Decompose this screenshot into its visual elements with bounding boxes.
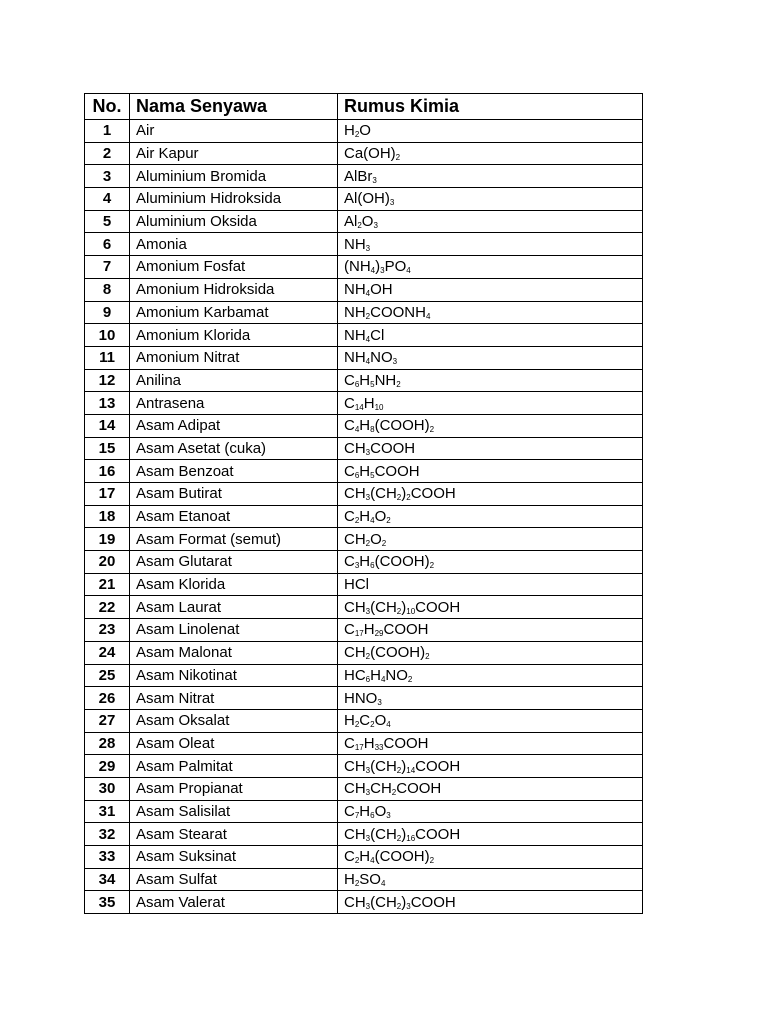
row-number: 6 bbox=[85, 233, 130, 256]
chemical-formula: $CH_3(CH_2)_{10}COOH$ bbox=[338, 596, 643, 619]
compound-name: Asam Glutarat bbox=[130, 551, 338, 574]
row-number: 2 bbox=[85, 142, 130, 165]
table-row bbox=[85, 573, 643, 596]
compound-name: Asam Nitrat bbox=[130, 687, 338, 710]
row-number: 33 bbox=[85, 846, 130, 869]
chemical-formula: $H_2SO_4$ bbox=[338, 868, 643, 891]
chemical-formula: $C_2H_4O_2$ bbox=[338, 505, 643, 528]
table-row bbox=[85, 301, 643, 324]
chemical-formula: $H_2O$ bbox=[338, 120, 643, 143]
compound-name: Asam Benzoat bbox=[130, 460, 338, 483]
row-number: 28 bbox=[85, 732, 130, 755]
row-number: 17 bbox=[85, 483, 130, 506]
chemical-formula: $NH_2COONH_4$ bbox=[338, 301, 643, 324]
chemical-formula: $Al_2O_3$ bbox=[338, 210, 643, 233]
table-row bbox=[85, 687, 643, 710]
row-number: 34 bbox=[85, 868, 130, 891]
table-row bbox=[85, 256, 643, 279]
chemical-formula: $CH_3(CH_2)_2COOH$ bbox=[338, 483, 643, 506]
compound-name: Aluminium Bromida bbox=[130, 165, 338, 188]
chemical-formula: $CH_3CH_2COOH$ bbox=[338, 777, 643, 800]
row-number: 21 bbox=[85, 573, 130, 596]
chemical-formula: $CH_3(CH_2)_3COOH$ bbox=[338, 891, 643, 914]
chemical-formula: $C_4H_8(COOH)_2$ bbox=[338, 414, 643, 437]
row-number: 26 bbox=[85, 687, 130, 710]
compound-name: Asam Etanoat bbox=[130, 505, 338, 528]
compound-name: Asam Salisilat bbox=[130, 800, 338, 823]
chemical-formula: $CH_3(CH_2)_{16}COOH$ bbox=[338, 823, 643, 846]
table-row bbox=[85, 732, 643, 755]
compound-name: Asam Format (semut) bbox=[130, 528, 338, 551]
compound-name: Amonium Klorida bbox=[130, 324, 338, 347]
row-number: 31 bbox=[85, 800, 130, 823]
header-formula: Rumus Kimia bbox=[338, 94, 643, 120]
table-row bbox=[85, 709, 643, 732]
compound-name: Asam Stearat bbox=[130, 823, 338, 846]
chemical-formula: $CH_2(COOH)_2$ bbox=[338, 641, 643, 664]
compound-name: Asam Linolenat bbox=[130, 619, 338, 642]
chemical-formula: $Ca(OH)_2$ bbox=[338, 142, 643, 165]
compound-name: Asam Valerat bbox=[130, 891, 338, 914]
compound-name: Asam Asetat (cuka) bbox=[130, 437, 338, 460]
table-row bbox=[85, 755, 643, 778]
header-no: No. bbox=[85, 94, 130, 120]
compound-name: Amonium Fosfat bbox=[130, 256, 338, 279]
table-row bbox=[85, 664, 643, 687]
chemical-formula: $H_2C_2O_4$ bbox=[338, 709, 643, 732]
chemical-formula: $C_2H_4(COOH)_2$ bbox=[338, 846, 643, 869]
compound-name: Asam Oleat bbox=[130, 732, 338, 755]
chemical-formula: $CH_3(CH_2)_{14}COOH$ bbox=[338, 755, 643, 778]
row-number: 9 bbox=[85, 301, 130, 324]
compound-name: Amonium Nitrat bbox=[130, 346, 338, 369]
chemical-formula: AlBr$_3$ bbox=[338, 165, 643, 188]
row-number: 20 bbox=[85, 551, 130, 574]
chemical-formula: $(NH_4)_3PO_4$ bbox=[338, 256, 643, 279]
compound-name: Amonia bbox=[130, 233, 338, 256]
row-number: 27 bbox=[85, 709, 130, 732]
compound-name: Anilina bbox=[130, 369, 338, 392]
row-number: 19 bbox=[85, 528, 130, 551]
compound-name: Asam Oksalat bbox=[130, 709, 338, 732]
table-row bbox=[85, 777, 643, 800]
chemical-formula: $CH_3COOH$ bbox=[338, 437, 643, 460]
compound-name: Amonium Karbamat bbox=[130, 301, 338, 324]
table-row bbox=[85, 596, 643, 619]
row-number: 11 bbox=[85, 346, 130, 369]
table-row bbox=[85, 641, 643, 664]
compound-name: Asam Palmitat bbox=[130, 755, 338, 778]
row-number: 15 bbox=[85, 437, 130, 460]
compound-name: Asam Nikotinat bbox=[130, 664, 338, 687]
row-number: 16 bbox=[85, 460, 130, 483]
table-row bbox=[85, 505, 643, 528]
chemical-formula: $C_6H_5COOH$ bbox=[338, 460, 643, 483]
row-number: 35 bbox=[85, 891, 130, 914]
table-row bbox=[85, 210, 643, 233]
row-number: 5 bbox=[85, 210, 130, 233]
compound-table bbox=[84, 93, 643, 914]
compound-name: Asam Propianat bbox=[130, 777, 338, 800]
row-number: 8 bbox=[85, 278, 130, 301]
table-row bbox=[85, 278, 643, 301]
row-number: 1 bbox=[85, 120, 130, 143]
chemical-formula: $NH_4OH$ bbox=[338, 278, 643, 301]
row-number: 14 bbox=[85, 414, 130, 437]
table-row bbox=[85, 846, 643, 869]
chemical-formula: $NH_4NO_3$ bbox=[338, 346, 643, 369]
row-number: 3 bbox=[85, 165, 130, 188]
table-row bbox=[85, 483, 643, 506]
table-row bbox=[85, 528, 643, 551]
row-number: 22 bbox=[85, 596, 130, 619]
chemical-formula: $C_7H_6O_3$ bbox=[338, 800, 643, 823]
chemical-formula: $HC_6H_4NO_2$ bbox=[338, 664, 643, 687]
row-number: 18 bbox=[85, 505, 130, 528]
row-number: 23 bbox=[85, 619, 130, 642]
table-row bbox=[85, 392, 643, 415]
row-number: 10 bbox=[85, 324, 130, 347]
table-row bbox=[85, 619, 643, 642]
table-row bbox=[85, 460, 643, 483]
row-number: 25 bbox=[85, 664, 130, 687]
compound-name: Antrasena bbox=[130, 392, 338, 415]
chemical-formula: $Al(OH)_3$ bbox=[338, 188, 643, 211]
table-row bbox=[85, 346, 643, 369]
chemical-formula: $NH_4Cl$ bbox=[338, 324, 643, 347]
chemical-formula: $C_6H_5NH_2$ bbox=[338, 369, 643, 392]
table-row bbox=[85, 120, 643, 143]
chemical-formula: $C_{17}H_{33}COOH$ bbox=[338, 732, 643, 755]
compound-name: Amonium Hidroksida bbox=[130, 278, 338, 301]
compound-name: Asam Suksinat bbox=[130, 846, 338, 869]
table-row bbox=[85, 868, 643, 891]
compound-name: Air bbox=[130, 120, 338, 143]
table-row bbox=[85, 142, 643, 165]
header-name: Nama Senyawa bbox=[130, 94, 338, 120]
row-number: 32 bbox=[85, 823, 130, 846]
row-number: 4 bbox=[85, 188, 130, 211]
table-row bbox=[85, 823, 643, 846]
table-row bbox=[85, 414, 643, 437]
compound-name: Asam Klorida bbox=[130, 573, 338, 596]
compound-name: Aluminium Oksida bbox=[130, 210, 338, 233]
compound-sheet bbox=[84, 93, 643, 914]
compound-name: Asam Laurat bbox=[130, 596, 338, 619]
row-number: 12 bbox=[85, 369, 130, 392]
table-row bbox=[85, 188, 643, 211]
table-row bbox=[85, 369, 643, 392]
table-row bbox=[85, 551, 643, 574]
compound-name: Asam Sulfat bbox=[130, 868, 338, 891]
table-row bbox=[85, 800, 643, 823]
row-number: 13 bbox=[85, 392, 130, 415]
compound-name: Air Kapur bbox=[130, 142, 338, 165]
chemical-formula: $C_3H_6(COOH)_2$ bbox=[338, 551, 643, 574]
header-row bbox=[85, 94, 643, 120]
compound-name: Asam Butirat bbox=[130, 483, 338, 506]
compound-name: Asam Adipat bbox=[130, 414, 338, 437]
chemical-formula: $C_{14}H_{10}$ bbox=[338, 392, 643, 415]
table-row bbox=[85, 233, 643, 256]
table-row bbox=[85, 437, 643, 460]
chemical-formula: $NH_3$ bbox=[338, 233, 643, 256]
chemical-formula: $C_{17}H_{29}COOH$ bbox=[338, 619, 643, 642]
chemical-formula: HCl bbox=[338, 573, 643, 596]
chemical-formula: $HNO_3$ bbox=[338, 687, 643, 710]
chemical-formula: $CH_2O_2$ bbox=[338, 528, 643, 551]
table-row bbox=[85, 165, 643, 188]
table-body bbox=[85, 120, 643, 914]
compound-name: Asam Malonat bbox=[130, 641, 338, 664]
table-row bbox=[85, 324, 643, 347]
row-number: 30 bbox=[85, 777, 130, 800]
row-number: 29 bbox=[85, 755, 130, 778]
row-number: 7 bbox=[85, 256, 130, 279]
row-number: 24 bbox=[85, 641, 130, 664]
table-row bbox=[85, 891, 643, 914]
compound-name: Aluminium Hidroksida bbox=[130, 188, 338, 211]
